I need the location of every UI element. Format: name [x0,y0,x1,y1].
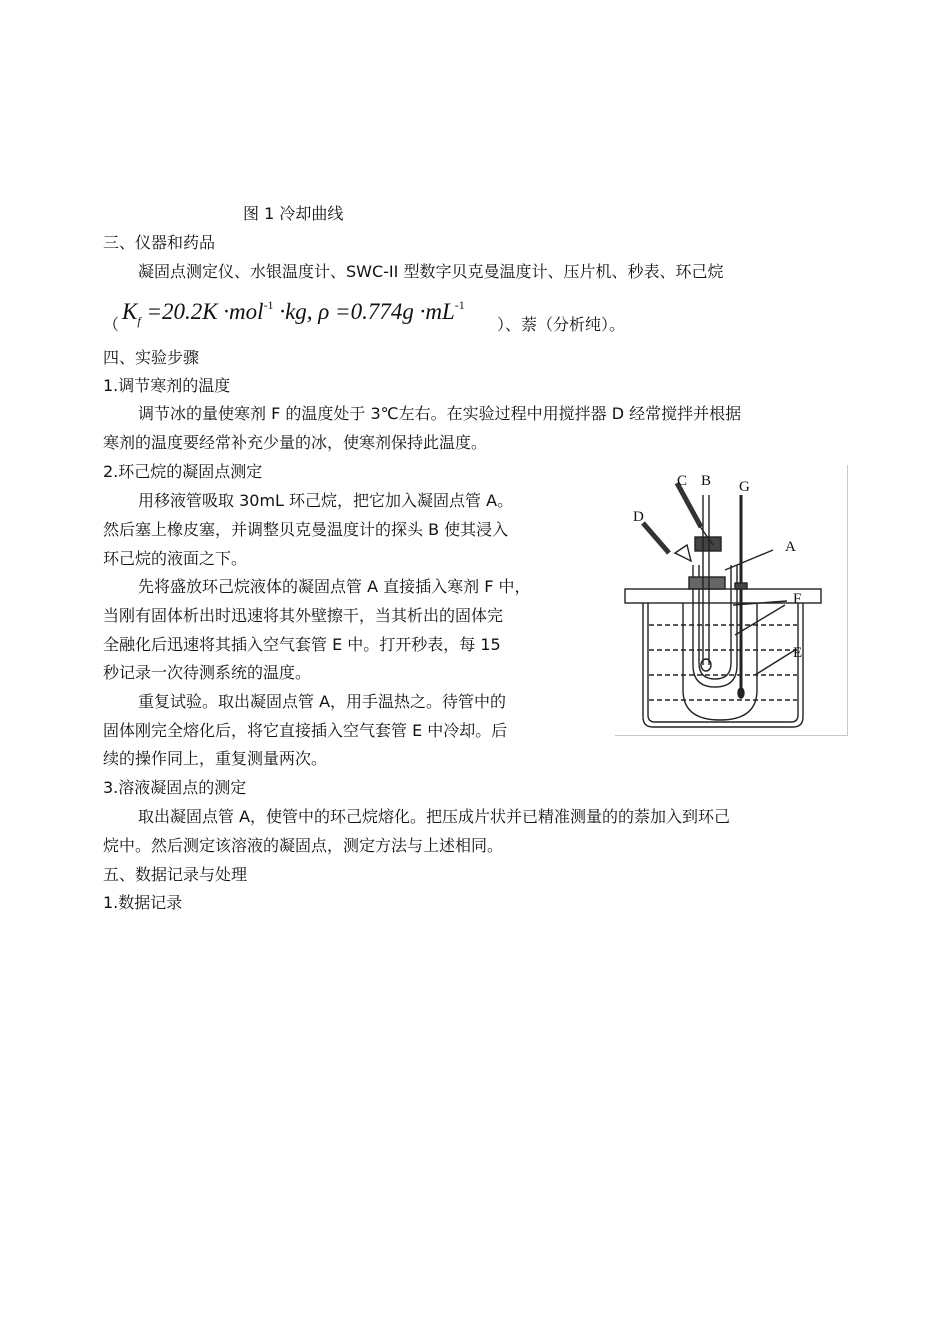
apparatus-figure [615,465,848,736]
paragraph-line: 环己烷的液面之下。 [103,549,248,568]
label-a: A [785,539,796,555]
paragraph-line: 烷中。然后测定该溶液的凝固点，测定方法与上述相同。 [103,836,504,855]
subsection-title: 1.数据记录 [103,893,183,912]
paragraph-line: 用移液管吸取 30mL 环己烷，把它加入凝固点管 A。 [138,491,514,510]
subsection-title: 1.调节寒剂的温度 [103,376,231,395]
paragraph-line: 固体刚完全熔化后，将它直接插入空气套管 E 中冷却。后 [103,721,508,740]
subsection-title: 3.溶液凝固点的测定 [103,778,247,797]
section-heading-3: 三、仪器和药品 [103,233,216,252]
constants-formula: $K_f =20.2K \cdot mol^{-1} \cdot kg$, $\rho =0.774g \cdot mL^{-1}$ [122,298,465,328]
paragraph-line: 取出凝固点管 A，使管中的环己烷熔化。把压成片状并已精准测量的的萘加入到环己 [138,807,731,826]
paragraph-line: 先将盛放环己烷液体的凝固点管 A 直接插入寒剂 F 中， [138,577,531,596]
label-b: B [701,473,712,489]
paragraph-tail: ）、萘（分析纯）。 [497,315,626,334]
section-heading-5: 五、数据记录与处理 [103,865,248,884]
label-f: F [793,591,802,607]
label-d: D [633,509,644,525]
label-c: C [677,473,688,489]
paragraph-line: 凝固点测定仪、水银温度计、SWC-II 型数字贝克曼温度计、压片机、秒表、环己烷 [138,262,724,281]
label-e: E [793,645,803,661]
paragraph-line: 秒记录一次待测系统的温度。 [103,663,312,682]
paragraph-line: 全融化后迅速将其插入空气套管 E 中。打开秒表，每 15 [103,635,501,654]
paren-open: （ [103,315,120,334]
paragraph-line: 寒剂的温度要经常补充少量的冰，使寒剂保持此温度。 [103,433,488,452]
section-heading-4: 四、实验步骤 [103,348,200,367]
paragraph-line: 续的操作同上，重复测量两次。 [103,749,328,768]
paragraph-line: 当刚有固体析出时迅速将其外壁擦干，当其析出的固体完 [103,606,504,625]
figure-caption: 图 1 冷却曲线 [243,204,344,223]
paragraph-line: 调节冰的量使寒剂 F 的温度处于 3℃左右。在实验过程中用搅拌器 D 经常搅拌并根据 [138,404,742,423]
freezing-point-apparatus-diagram [615,465,847,735]
subsection-title: 2.环己烷的凝固点测定 [103,462,263,481]
paragraph-line: 然后塞上橡皮塞，并调整贝克曼温度计的探头 B 使其浸入 [103,520,509,539]
label-g: G [739,479,750,495]
paragraph-line: 重复试验。取出凝固点管 A，用手温热之。待管中的 [138,692,507,711]
